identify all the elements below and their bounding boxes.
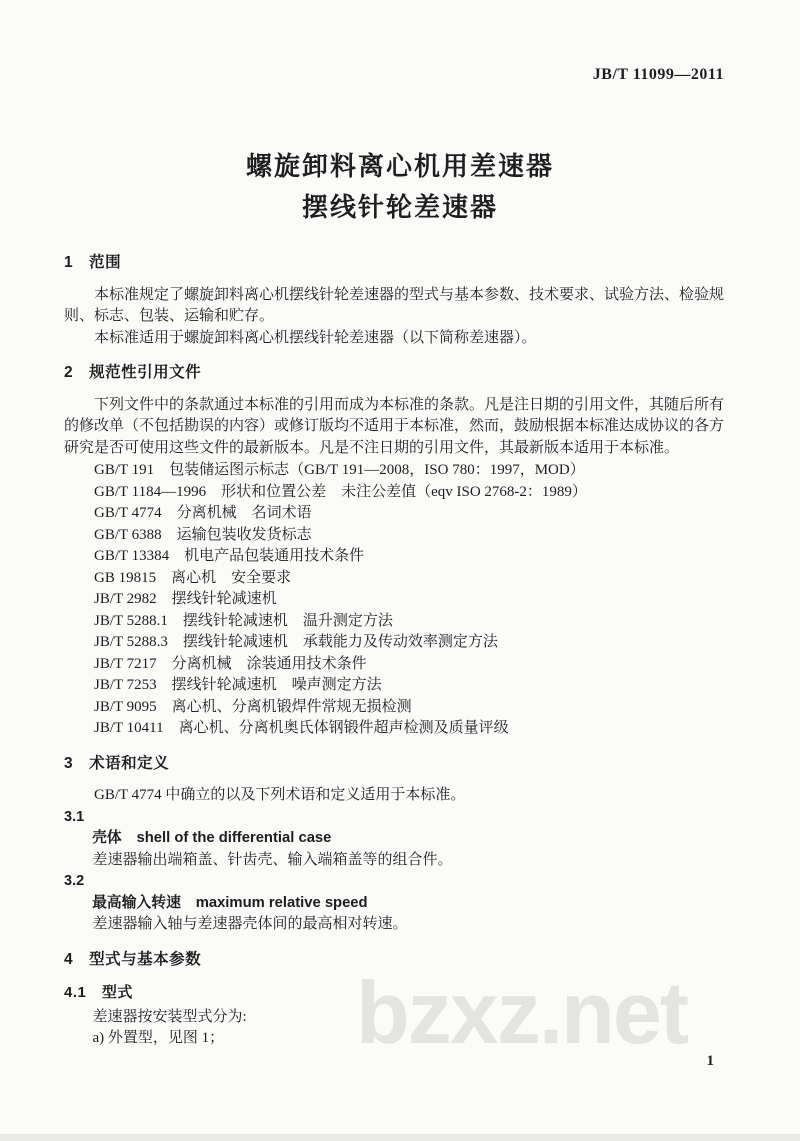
reference-item: GB/T 13384 机电产品包装通用技术条件: [94, 548, 365, 564]
reference-list: [64, 460, 732, 740]
reference-item: JB/T 7253 摆线针轮减速机 噪声测定方法: [94, 677, 382, 693]
scope-paragraph-2: 本标准适用于螺旋卸料离心机摆线针轮差速器（以下简称差速器）。: [94, 329, 537, 346]
page-number: 1: [706, 1053, 714, 1069]
document-body: [64, 252, 732, 1050]
document-title: [0, 146, 800, 228]
terms-intro: GB/T 4774 中确立的以及下列术语和定义适用于本标准。: [94, 787, 466, 803]
reference-item: GB/T 6388 运输包装收发货标志: [94, 526, 312, 543]
types-item-a: a) 外置型，见图 1；: [92, 1030, 225, 1046]
reference-item: JB/T 9095 离心机、分离机锻焊件常规无损检测: [94, 698, 412, 715]
watermark: bzxz.net: [356, 963, 688, 1062]
types-paragraph: 差速器按安装型式分为:: [92, 1008, 247, 1025]
subsection-heading-type: 4.1 型式: [64, 984, 133, 1001]
reference-item: GB/T 191 包装储运图示标志（GB/T 191—2008，ISO 780：1997，MOD）: [94, 462, 585, 478]
doc-number: JB/T 11099—2011: [592, 66, 724, 83]
term-number: 3.1: [64, 808, 85, 825]
reference-item: JB/T 10411 离心机、分离机奥氏体钢锻件超声检测及质量评级: [94, 720, 509, 736]
reference-item: JB/T 5288.3 摆线针轮减速机 承载能力及传动效率测定方法: [94, 634, 498, 650]
term-number: 3.2: [64, 873, 85, 889]
section-heading-terms: 3 术语和定义: [64, 754, 170, 772]
term-name: 最高输入转速 maximum relative speed: [92, 894, 368, 911]
term-definition: 差速器输入轴与差速器壳体间的最高相对转速。: [92, 916, 408, 932]
scope-paragraph-1: 本标准规定了螺旋卸料离心机摆线针轮差速器的型式与基本参数、技术要求、试验方法、检验规则、标志、包装、运输和贮存。: [64, 286, 725, 324]
normative-refs-intro: 下列文件中的条款通过本标准的引用而成为本标准的条款。凡是注日期的引用文件，其随后所有的修改单（不包括勘误的内容）或修订版均不适用于本标准，然而，鼓励根据本标准达成协议的各方研究是否可使用这些文件的最新版本。凡是不注日期的引用文件，其最新版本适用于本标准。: [64, 396, 725, 456]
term-name: 壳体 shell of the differential case: [92, 830, 332, 846]
section-heading-scope: 1 范围: [64, 254, 122, 271]
reference-item: JB/T 7217 分离机械 涂装通用技术条件: [94, 655, 367, 672]
term-definition: 差速器输出端箱盖、针齿壳、输入端箱盖等的组合件。: [92, 851, 453, 868]
term-entry: [64, 807, 732, 872]
reference-item: GB/T 4774 分离机械 名词术语: [94, 505, 312, 521]
page-title-line2: 摆线针轮差速器: [301, 192, 498, 222]
page-title-line1: 螺旋卸料离心机用差速器: [245, 151, 554, 181]
reference-item: JB/T 5288.1 摆线针轮减速机 温升测定方法: [94, 612, 393, 629]
reference-item: GB 19815 离心机 安全要求: [94, 569, 292, 586]
term-entry: [64, 871, 732, 936]
section-heading-normative-refs: 2 规范性引用文件: [64, 364, 202, 381]
reference-item: JB/T 2982 摆线针轮减速机: [94, 591, 277, 607]
section-heading-types: 4 型式与基本参数: [64, 950, 202, 968]
bottom-edge-shadow: [0, 1134, 800, 1141]
reference-item: GB/T 1184—1996 形状和位置公差 未注公差值（eqv ISO 2768-2：1989）: [94, 483, 587, 500]
